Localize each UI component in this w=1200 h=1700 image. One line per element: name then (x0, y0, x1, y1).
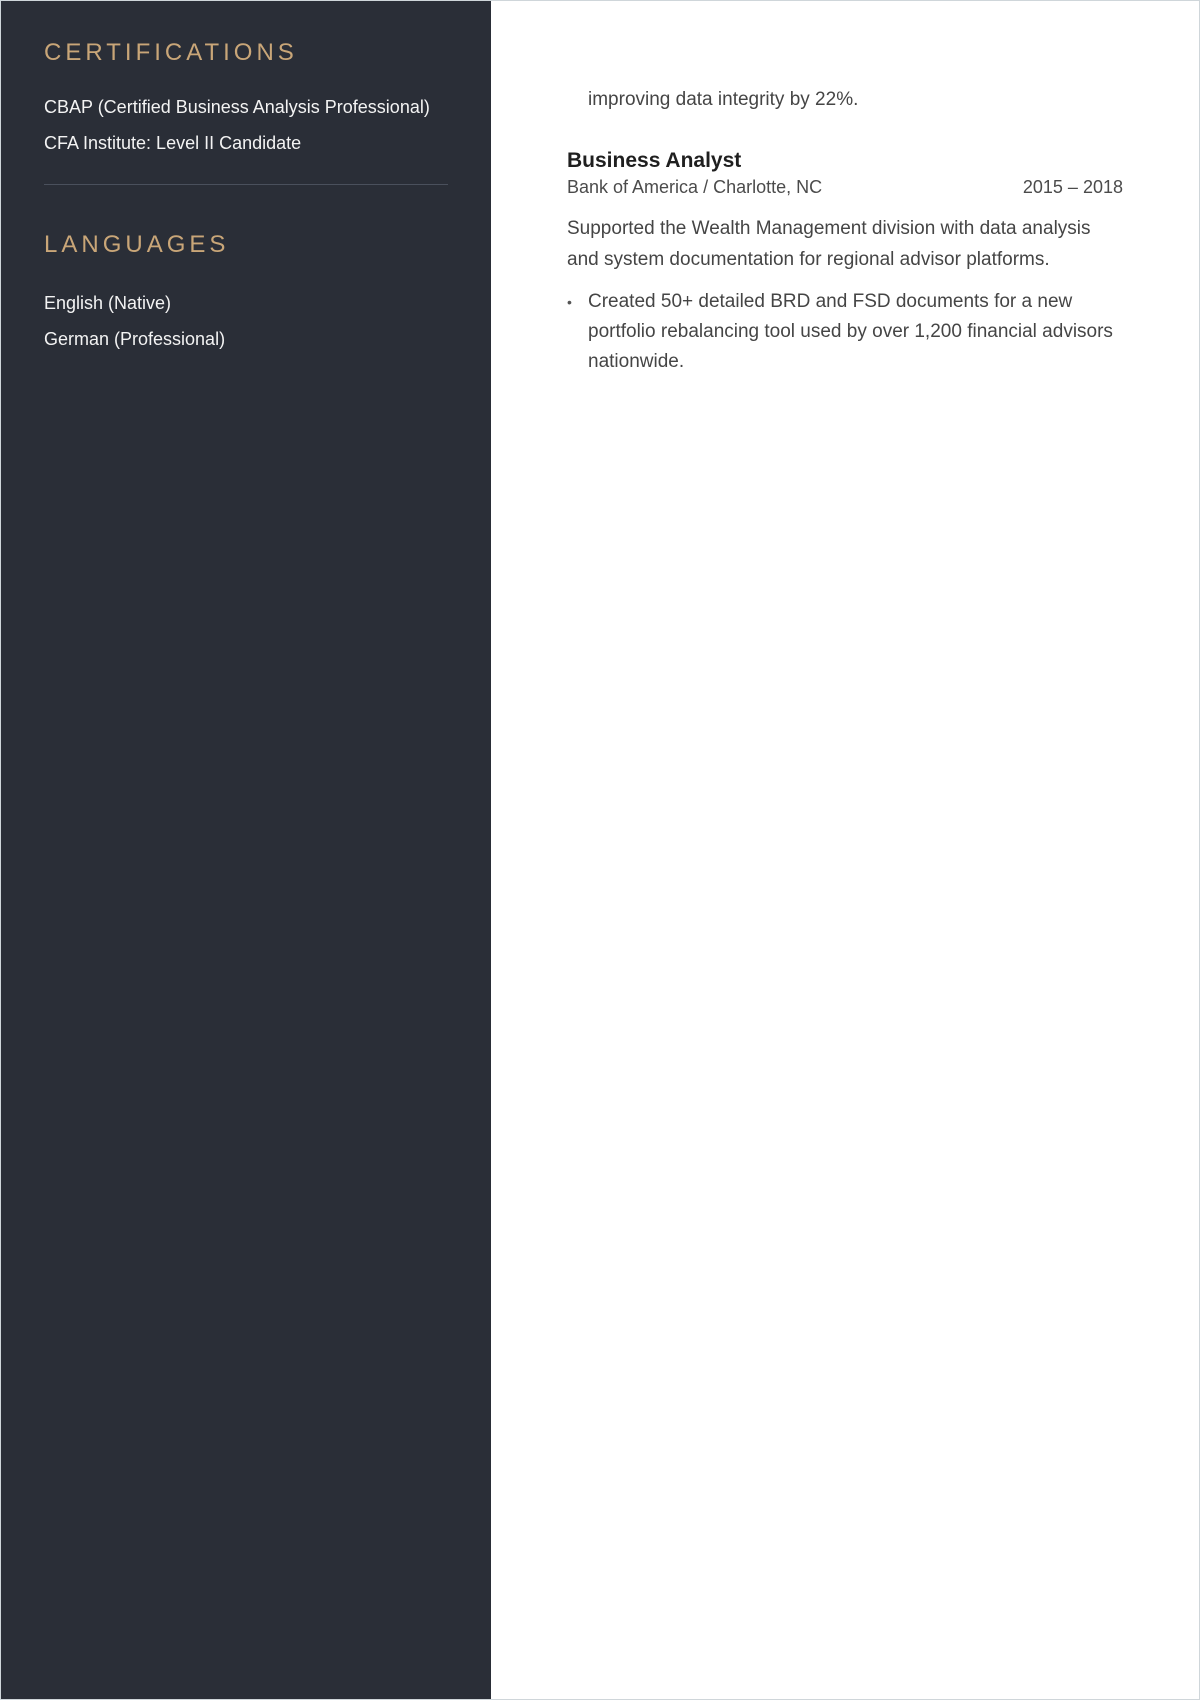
language-item: German (Professional) (44, 329, 226, 349)
sidebar (1, 1, 491, 1699)
job-bullets (567, 287, 1123, 377)
language-item: English (Native) (44, 293, 172, 313)
languages-heading: LANGUAGES (44, 231, 230, 258)
job-meta (567, 177, 1123, 198)
main-content (491, 1, 1199, 1699)
certifications-list (44, 97, 448, 154)
sidebar-divider (44, 184, 448, 185)
job-title: Business Analyst (567, 149, 742, 172)
certification-item: CBAP (Certified Business Analysis Professional) (44, 97, 430, 117)
job-company-location: Bank of America / Charlotte, NC (567, 177, 823, 197)
continued-bullet-text: improving data integrity by 22%. (588, 89, 859, 110)
job-description: Supported the Wealth Management division with data analysis and system documentation for regional advisor platforms. (567, 218, 1091, 270)
job-dates: 2015 – 2018 (1022, 177, 1123, 197)
bullet-dot-icon: • (567, 294, 572, 310)
job-bullet (567, 287, 1123, 377)
certifications-heading: CERTIFICATIONS (44, 39, 298, 66)
experience-entry (567, 149, 1123, 377)
job-bullet-text: Created 50+ detailed BRD and FSD documents for a new portfolio rebalancing tool used by over 1,200 financial advisors nationwide. (588, 291, 1113, 372)
certification-item: CFA Institute: Level II Candidate (44, 133, 302, 153)
languages-list (44, 292, 448, 350)
